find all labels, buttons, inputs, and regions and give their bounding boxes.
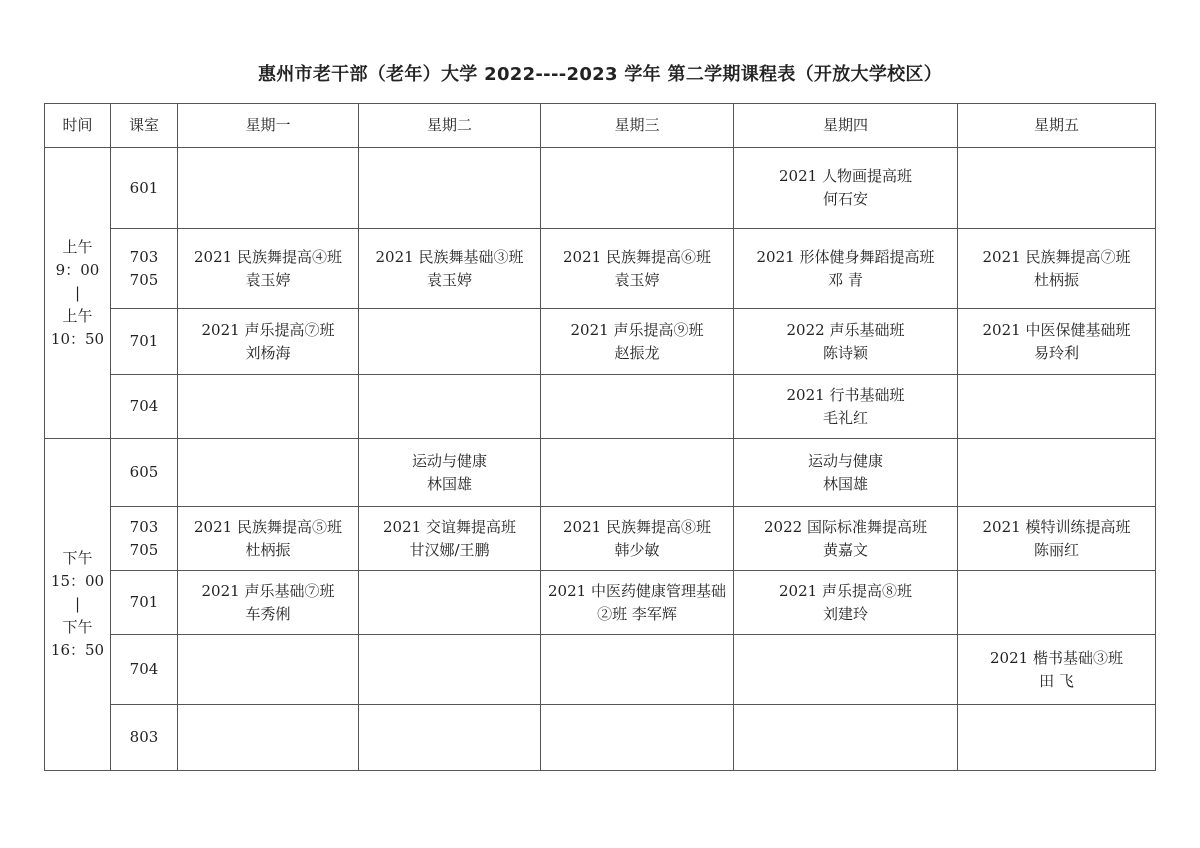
teacher-name: 陈诗颖 (822, 343, 868, 362)
time-label: 下午 (62, 549, 93, 567)
teacher-name: 邓 青 (828, 270, 863, 289)
teacher-name: 袁玉婷 (614, 270, 660, 289)
header-friday: 星期五 (958, 104, 1156, 148)
schedule-row (45, 571, 1156, 635)
room-number: 705 (129, 270, 159, 289)
time-label: | (74, 283, 81, 302)
teacher-name: 韩少敏 (614, 540, 660, 559)
class-cell-friday (958, 439, 1156, 507)
class-cell-wednesday (541, 229, 734, 309)
class-cell-wednesday (541, 571, 734, 635)
room-number: 605 (129, 463, 159, 481)
course-name: 2021 民族舞提高④班 (194, 247, 342, 266)
class-cell-wednesday (541, 309, 734, 375)
header-thursday: 星期四 (734, 104, 958, 148)
course-name: 2021 民族舞提高⑥班 (563, 247, 711, 266)
course-name: 2021 楷书基础③班 (990, 648, 1123, 667)
room-cell (111, 635, 178, 705)
teacher-name: 林国雄 (822, 474, 868, 493)
class-cell-monday (178, 229, 359, 309)
teacher-name: 车秀俐 (245, 604, 291, 623)
header-time: 时间 (45, 104, 111, 148)
teacher-name: 杜柄振 (245, 540, 291, 559)
class-cell-tuesday (359, 309, 541, 375)
schedule-table (44, 103, 1156, 771)
morning-time-cell (45, 148, 111, 439)
class-cell-thursday (734, 309, 958, 375)
class-cell-friday (958, 148, 1156, 229)
room-cell (111, 705, 178, 771)
course-name: 2021 声乐提高⑦班 (201, 320, 335, 339)
class-cell-thursday (734, 571, 958, 635)
time-label: 上午 (62, 237, 93, 256)
room-number: 704 (129, 397, 159, 415)
time-label: 16：50 (50, 641, 105, 659)
time-label: 下午 (62, 618, 93, 636)
teacher-name: 何石安 (822, 190, 868, 208)
course-name: 运动与健康 (807, 451, 883, 470)
time-label: 9：00 (55, 260, 100, 279)
class-cell-monday (178, 507, 359, 571)
class-cell-monday (178, 148, 359, 229)
class-cell-friday (958, 635, 1156, 705)
class-cell-thursday (734, 229, 958, 309)
schedule-row (45, 375, 1156, 439)
class-cell-tuesday (359, 229, 541, 309)
teacher-name: 田 飞 (1039, 671, 1074, 690)
class-cell-wednesday (541, 635, 734, 705)
teacher-name: 甘汉娜/王鹏 (409, 540, 490, 559)
class-cell-monday (178, 705, 359, 771)
class-cell-wednesday (541, 507, 734, 571)
room-number: 701 (129, 593, 159, 611)
room-number: 704 (129, 660, 159, 678)
room-number: 703 (129, 517, 159, 536)
class-cell-friday (958, 507, 1156, 571)
teacher-name: 刘杨海 (245, 343, 291, 362)
room-number: 701 (129, 332, 159, 350)
class-cell-thursday (734, 375, 958, 439)
room-cell (111, 439, 178, 507)
course-name: 2021 模特训练提高班 (982, 517, 1131, 536)
course-name: 2021 民族舞提高⑦班 (982, 247, 1131, 266)
room-cell (111, 309, 178, 375)
class-cell-tuesday (359, 148, 541, 229)
course-name: 2021 中医药健康管理基础②班 李军辉 (548, 581, 726, 623)
course-name: 2022 国际标准舞提高班 (764, 517, 927, 536)
class-cell-friday (958, 229, 1156, 309)
room-number: 705 (129, 540, 159, 559)
room-cell (111, 507, 178, 571)
class-cell-friday (958, 705, 1156, 771)
teacher-name: 袁玉婷 (426, 270, 472, 289)
header-wednesday: 星期三 (541, 104, 734, 148)
class-cell-tuesday (359, 439, 541, 507)
course-name: 2021 声乐提高⑨班 (570, 320, 704, 339)
class-cell-monday (178, 635, 359, 705)
header-tuesday: 星期二 (359, 104, 541, 148)
course-name: 2021 声乐基础⑦班 (201, 581, 335, 600)
time-label: 10：50 (50, 329, 105, 348)
teacher-name: 杜柄振 (1033, 270, 1079, 289)
class-cell-monday (178, 571, 359, 635)
teacher-name: 易玲利 (1033, 343, 1079, 362)
teacher-name: 陈丽红 (1033, 540, 1079, 559)
class-cell-wednesday (541, 439, 734, 507)
class-cell-tuesday (359, 705, 541, 771)
room-number: 803 (129, 728, 159, 746)
class-cell-tuesday (359, 507, 541, 571)
class-cell-wednesday (541, 375, 734, 439)
header-monday: 星期一 (178, 104, 359, 148)
time-label: | (74, 595, 81, 613)
course-name: 2022 声乐基础班 (786, 320, 905, 339)
class-cell-monday (178, 375, 359, 439)
class-cell-monday (178, 439, 359, 507)
teacher-name: 黄嘉文 (822, 540, 868, 559)
schedule-row (45, 309, 1156, 375)
teacher-name: 赵振龙 (614, 343, 660, 362)
class-cell-thursday (734, 635, 958, 705)
schedule-row (45, 439, 1156, 507)
class-cell-friday (958, 375, 1156, 439)
course-name: 2021 民族舞提高⑤班 (194, 517, 342, 536)
time-label: 上午 (62, 306, 93, 325)
schedule-row (45, 229, 1156, 309)
class-cell-monday (178, 309, 359, 375)
class-cell-tuesday (359, 571, 541, 635)
header-room: 课室 (111, 104, 178, 148)
room-cell (111, 148, 178, 229)
teacher-name: 林国雄 (426, 474, 472, 493)
teacher-name: 毛礼红 (822, 408, 868, 427)
header-row (45, 104, 1156, 148)
class-cell-friday (958, 309, 1156, 375)
course-name: 2021 行书基础班 (786, 385, 905, 404)
course-name: 2021 人物画提高班 (779, 167, 912, 185)
room-number: 601 (129, 178, 159, 197)
class-cell-tuesday (359, 375, 541, 439)
afternoon-time-cell (45, 439, 111, 771)
schedule-row (45, 507, 1156, 571)
class-cell-thursday (734, 705, 958, 771)
class-cell-thursday (734, 148, 958, 229)
course-name: 运动与健康 (411, 451, 487, 470)
room-cell (111, 375, 178, 439)
course-name: 2021 形体健身舞蹈提高班 (756, 247, 935, 266)
class-cell-thursday (734, 507, 958, 571)
course-name: 2021 声乐提高⑧班 (779, 581, 912, 600)
course-name: 2021 中医保健基础班 (982, 320, 1131, 339)
schedule-title: 惠州市老干部（老年）大学 2022----2023 学年 第二学期课程表（开放大学校区） (257, 64, 943, 85)
class-cell-wednesday (541, 705, 734, 771)
class-cell-wednesday (541, 148, 734, 229)
schedule-row (45, 705, 1156, 771)
teacher-name: 袁玉婷 (245, 270, 291, 289)
room-number: 703 (129, 247, 159, 266)
schedule-row (45, 635, 1156, 705)
teacher-name: 刘建玲 (822, 604, 868, 623)
course-name: 2021 交谊舞提高班 (383, 517, 516, 536)
class-cell-thursday (734, 439, 958, 507)
room-cell (111, 571, 178, 635)
time-label: 15：00 (50, 572, 105, 590)
schedule-row (45, 148, 1156, 229)
room-cell (111, 229, 178, 309)
class-cell-tuesday (359, 635, 541, 705)
course-name: 2021 民族舞基础③班 (375, 247, 524, 266)
class-cell-friday (958, 571, 1156, 635)
course-name: 2021 民族舞提高⑧班 (563, 517, 711, 536)
